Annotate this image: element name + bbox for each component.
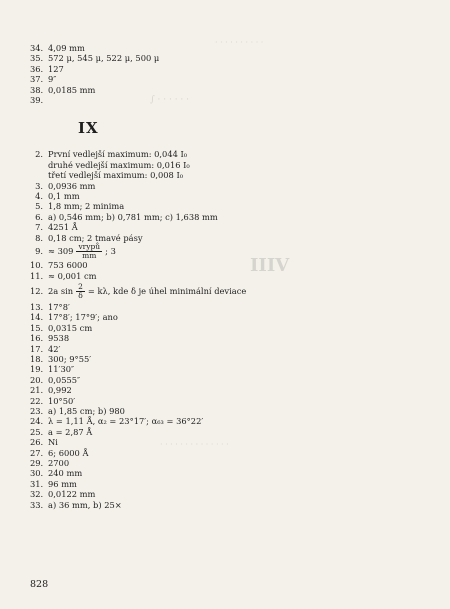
answer-item <box>30 416 430 426</box>
item-text: Ni <box>48 437 58 448</box>
item-text: 9538 <box>48 333 70 344</box>
section-title: IX <box>78 119 99 138</box>
answer-item <box>30 364 430 374</box>
fraction-numerator: 2 <box>78 281 83 291</box>
item-number: 14. <box>30 312 44 323</box>
item-number: 30. <box>30 468 44 479</box>
item-number: 12. <box>30 285 44 296</box>
answer-item <box>30 396 430 406</box>
item-text: 4,09 mm <box>48 43 85 53</box>
item-number: 25. <box>30 426 44 437</box>
answer-item <box>30 448 430 458</box>
answer-item <box>30 95 430 105</box>
answer-item <box>30 212 430 222</box>
answers-group-b <box>30 260 430 281</box>
item-text: 300; 9°55′ <box>48 353 92 364</box>
answer-item <box>30 333 430 343</box>
answer-item <box>30 489 430 499</box>
item-number: 11. <box>30 270 44 281</box>
answer-item-12 <box>30 283 430 300</box>
answer-item <box>30 271 430 281</box>
item-text: 96 mm <box>48 478 77 489</box>
fraction-denominator: δ <box>78 290 83 300</box>
item-number: 22. <box>30 395 44 406</box>
item-number: 7. <box>35 222 43 233</box>
book-page: · · · · · · · · · · ∫ · · · · · · IIIV · · · · · · · · · · · · · · 34. 4,09 mm 35. 572 μ, 545 μ, 522 μ, 500 μ 36. 127 37. 9″ 38. 0,0185 mm 39. IX 2. První vedlejší maximum: 0,044 I₀ druhé vedlejší maximum: 0,016 I₀ třetí vedlejší maximum: 0,008 I₀ 3. 0,0936 mm 4. 0,1 mm 5. 1,8 mm; 2 minima 6. a) 0,546 mm; b) 0,781 mm; c) 1,638 mm 7. 4251 Å 8. 0,18 cm; 2 tmavé pásy 9. ≈ 309 $\frac{\text{vrypů}}{mm}$ ; 3 10. 753 6000 11. ≈ 0,001 cm 12. 2a sin $\frac{2}{\delta}$ = kλ, kde δ je úhel minimální deviace 13. 17°8′ 14. 17°8′; 17°9′; ano 15. 0,0315 cm 16. 9538 17. 42′ 18. 300; 9°55′ 19. 11′30″ 20. 0,0555″ 21. 0,992 22. 10°50′ 23. a) 1,85 cm; b) 980 24. λ = 1,11 Å, α₂ = 23°17′; α₆₃ = 36°22′ 25. a = 2,87 Å 26. Ni 27. 6; 6000 Å 29. 2700 30. 240 mm 31. 96 mm 32. 0,0122 mm 33. a) 36 mm, b) 25× 828 <box>0 0 450 609</box>
answer-item <box>30 479 430 489</box>
item-number: 23. <box>30 405 44 416</box>
answer-item-2 <box>30 149 430 180</box>
answer-item <box>30 458 430 468</box>
answer-item <box>30 375 430 385</box>
item-number: 38. <box>30 84 44 95</box>
item-number: 32. <box>30 489 44 500</box>
answer-item <box>30 312 430 322</box>
item-text: 1,8 mm; 2 minima <box>48 201 125 212</box>
fraction-numerator: vrypů <box>78 242 101 252</box>
item-text: 572 μ, 545 μ, 522 μ, 500 μ <box>48 53 160 64</box>
answers-group-a <box>30 181 430 243</box>
item-number: 27. <box>30 447 44 458</box>
item-number: 2. <box>35 149 43 160</box>
item-text: 127 <box>48 63 64 74</box>
item-text: a = 2,87 Å <box>48 426 93 437</box>
item-text: ≈ 309 <box>48 246 74 257</box>
item-text: druhé vedlejší maximum: 0,016 I₀ <box>48 159 190 170</box>
item-number: 21. <box>30 385 44 396</box>
answer-item <box>30 74 430 84</box>
answer-item <box>30 344 430 354</box>
item-text: třetí vedlejší maximum: 0,008 I₀ <box>48 170 184 181</box>
item-number: 4. <box>35 191 43 202</box>
answer-item <box>30 260 430 270</box>
answer-item <box>30 201 430 211</box>
item-text: 240 mm <box>48 468 83 479</box>
item-text: = kλ, kde δ je úhel minimální deviace <box>87 285 247 296</box>
item-number: 16. <box>30 333 44 344</box>
answer-item <box>30 323 430 333</box>
item-number: 5. <box>35 201 43 212</box>
fraction <box>76 243 102 260</box>
item-text: 0,18 cm; 2 tmavé pásy <box>48 232 143 243</box>
answer-item <box>30 468 430 478</box>
item-number: 31. <box>30 478 44 489</box>
item-number: 29. <box>30 458 44 468</box>
answer-item <box>30 85 430 95</box>
item-text: 2a sin <box>48 285 74 296</box>
answer-item <box>30 181 430 191</box>
item-number: 15. <box>30 322 44 333</box>
item-text: 11′30″ <box>48 364 75 375</box>
fraction-denominator: mm <box>82 251 97 261</box>
answer-item <box>30 53 430 63</box>
answer-item <box>30 437 430 447</box>
page-number: 828 <box>30 579 49 590</box>
item-number: 9. <box>35 246 43 257</box>
item-text: 0,0185 mm <box>48 84 96 95</box>
item-text: První vedlejší maximum: 0,044 I₀ <box>48 149 188 160</box>
item-text: 17°8′ <box>48 301 70 312</box>
answer-item <box>30 64 430 74</box>
item-number: 34. <box>30 43 44 53</box>
item-text: 4251 Å <box>48 222 78 233</box>
item-text: a) 36 mm, b) 25× <box>48 499 122 510</box>
fraction <box>76 283 85 300</box>
answer-item <box>30 191 430 201</box>
item-number: 39. <box>30 95 44 106</box>
item-number: 26. <box>30 437 44 448</box>
answer-item <box>30 222 430 232</box>
item-number: 24. <box>30 416 44 427</box>
answer-item-9 <box>30 243 430 260</box>
item-number: 18. <box>30 353 44 364</box>
item-text: 10°50′ <box>48 395 76 406</box>
item-text: 0,992 <box>48 385 72 396</box>
item-number: 6. <box>35 211 43 222</box>
item-text: 0,0122 mm <box>48 489 96 500</box>
item-number: 37. <box>30 74 44 85</box>
answers-chapter-viii-end <box>30 43 430 105</box>
answers-group-c <box>30 302 430 510</box>
item-text: 0,1 mm <box>48 191 80 202</box>
answer-item <box>30 302 430 312</box>
item-number: 33. <box>30 499 44 510</box>
answer-item <box>30 43 430 53</box>
item-number: 8. <box>35 232 43 243</box>
item-number: 10. <box>30 260 44 271</box>
item-text: 753 6000 <box>48 260 88 271</box>
item-text: 6; 6000 Å <box>48 447 89 458</box>
item-text: 0,0936 mm <box>48 180 96 191</box>
answer-item <box>30 406 430 416</box>
item-number: 13. <box>30 301 44 312</box>
item-text: 42′ <box>48 343 61 354</box>
item-text: 0,0555″ <box>48 374 81 385</box>
item-number: 3. <box>35 180 43 191</box>
answer-item <box>30 385 430 395</box>
item-number: 20. <box>30 374 44 385</box>
answer-item <box>30 354 430 364</box>
item-text: a) 1,85 cm; b) 980 <box>48 405 125 416</box>
item-number: 35. <box>30 53 44 64</box>
item-number: 36. <box>30 63 44 74</box>
item-text: 0,0315 cm <box>48 322 93 333</box>
answer-item <box>30 500 430 510</box>
item-number: 19. <box>30 364 44 375</box>
item-text: ; 3 <box>105 246 116 257</box>
answer-item <box>30 427 430 437</box>
item-text: 17°8′; 17°9′; ano <box>48 312 118 323</box>
item-number: 17. <box>30 343 44 354</box>
item-text: λ = 1,11 Å, α₂ = 23°17′; α₆₃ = 36°22′ <box>48 416 204 427</box>
answer-list <box>30 43 430 510</box>
item-text: 2700 <box>48 458 70 468</box>
item-text: ≈ 0,001 cm <box>48 270 97 281</box>
item-text: a) 0,546 mm; b) 0,781 mm; c) 1,638 mm <box>48 211 218 222</box>
item-text: 9″ <box>48 74 57 85</box>
